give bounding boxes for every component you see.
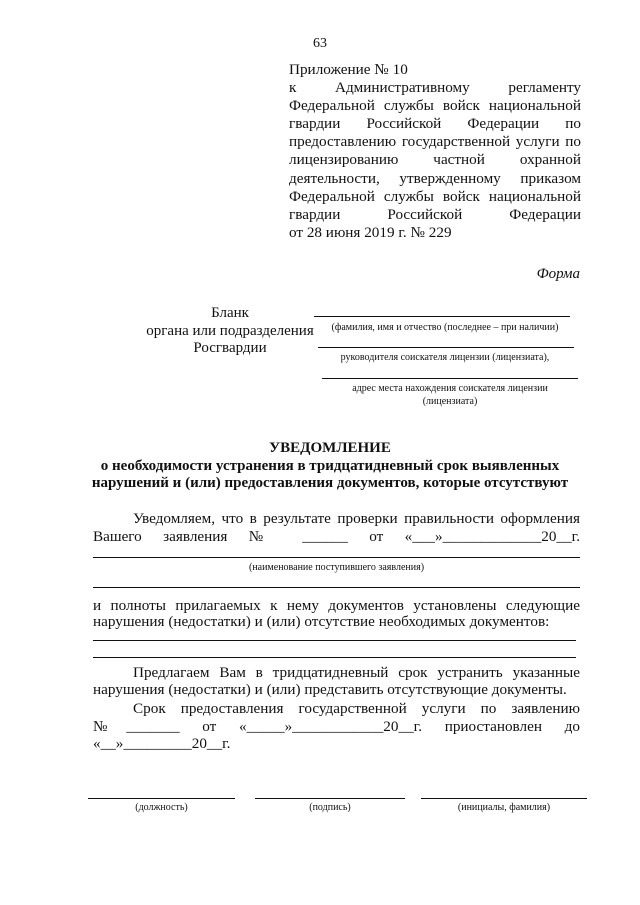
header-line: Федеральной службы войск национальной [289, 97, 581, 115]
paragraph-line [93, 681, 580, 699]
application-name-line[interactable] [93, 557, 580, 558]
title-line: о необходимости устранения в тридцатидневный срок выявленных [100, 457, 560, 474]
signature-sign-caption: (подпись) [309, 802, 351, 813]
violations-line[interactable] [93, 657, 576, 658]
header-line: гвардии Российской Федерации [289, 205, 581, 223]
suspension-until-date[interactable]: «__»_________20__г. [93, 735, 231, 752]
paragraph-text: Уведомляем, что в результате проверки правильности оформления [133, 510, 580, 527]
paragraph-line [93, 613, 580, 631]
recipient-head-caption: руководителя соискателя лицензии (лицензиата), [340, 352, 550, 363]
recipient-address-line[interactable] [322, 378, 578, 379]
page-number: 63 [313, 36, 327, 51]
paragraph-line [93, 735, 580, 753]
recipient-fio-line[interactable] [314, 316, 570, 317]
header-line: Приложение № 10 [289, 61, 408, 78]
signature-initials-caption: (инициалы, фамилия) [457, 802, 551, 813]
header-line: лицензированию частной охранной [289, 151, 581, 169]
paragraph-line [133, 700, 580, 718]
blank-line: Росгвардии [193, 340, 267, 356]
paragraph-line [93, 718, 580, 736]
appendix-header [289, 61, 581, 242]
recipient-fio-caption: (фамилия, имя и отчество (последнее – при наличии) [331, 322, 559, 333]
header-line: гвардии Российской Федерации по [289, 115, 581, 133]
recipient-address-caption: адрес места нахождения соискателя лицензии [352, 383, 548, 394]
paragraph-line [93, 528, 580, 546]
forma-label: Форма [536, 266, 580, 282]
paragraph-line [133, 664, 580, 682]
header-line: к Административному регламенту [289, 79, 581, 97]
notice-title [60, 440, 600, 493]
header-line: от 28 июня 2019 г. № 229 [289, 223, 452, 241]
application-reference[interactable]: Вашего заявления № ______ от «___»_____________20__г. [93, 528, 580, 545]
recipient-address-caption: (лицензиата) [422, 396, 478, 407]
signature-initials-line[interactable] [421, 798, 587, 799]
header-line: предоставлению государственной услуги по [289, 133, 581, 151]
paragraph-line [133, 510, 580, 528]
suspension-reference[interactable]: №_______ от «_____»____________20__г. приостановлен до [93, 718, 580, 735]
signature-sign-line[interactable] [255, 798, 405, 799]
title-line: УВЕДОМЛЕНИЕ [269, 440, 391, 456]
recipient-head-line[interactable] [318, 347, 574, 348]
header-line: Федеральной службы войск национальной [289, 187, 581, 205]
blank-line: Бланк [211, 305, 249, 321]
title-line: нарушений и (или) предоставления документов, которые отсутствуют [91, 475, 569, 491]
paragraph-text: нарушения (недостатки) и (или) представить отсутствующие документы. [93, 681, 567, 698]
violations-line[interactable] [93, 640, 576, 641]
paragraph-text: нарушения (недостатки) и (или) отсутствие необходимых документов: [93, 613, 550, 630]
signature-position-caption: (должность) [135, 802, 188, 813]
signature-position-line[interactable] [88, 798, 235, 799]
application-name-caption: (наименование поступившего заявления) [248, 562, 425, 573]
application-name-line-2[interactable] [93, 587, 580, 588]
paragraph-text: Предлагаем Вам в тридцатидневный срок устранить указанные [133, 664, 580, 681]
paragraph-text: Срок предоставления государственной услуги по заявлению [133, 700, 580, 717]
header-line: деятельности, утвержденному приказом [289, 169, 581, 187]
blank-line: органа или подразделения [146, 322, 314, 339]
paragraph-text: и полноты прилагаемых к нему документов установлены следующие [93, 597, 580, 614]
